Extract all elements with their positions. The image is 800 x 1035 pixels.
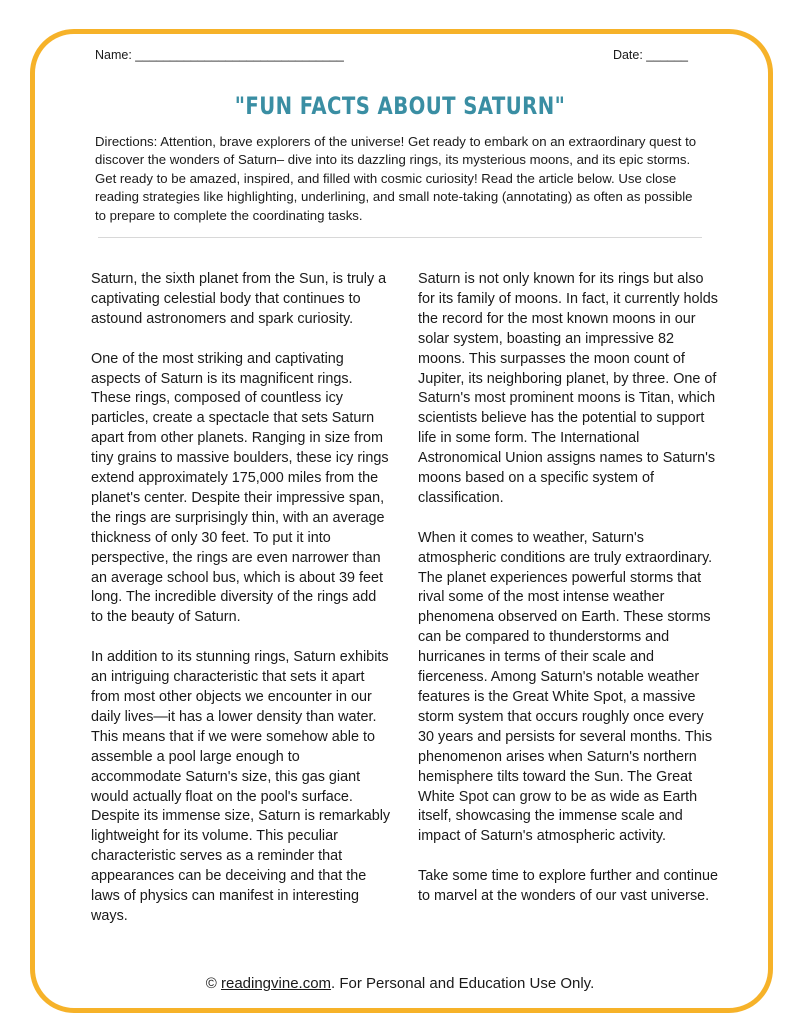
paragraph-moons: Saturn is not only known for its rings but also for its family of moons. In fact, it currently holds the record for the most known moons in our solar system, boasting an impressive 82 moons. This surpasses the moon count of Jupiter, its neighboring planet, by three. One of Saturn's most prominent moons is Titan, which scientists believe has the potential to support life in some form. The International Astronomical Union assigns names to Saturn's moons based on a specific system of classification. [418,271,718,506]
paragraph-density: In addition to its stunning rings, Saturn exhibits an intriguing characteristic that sets it apart from most other objects we encounter in our daily lives—it has a lower density than water. This means that if we were somehow able to assemble a pool large enough to accommodate Saturn's size, this gas giant would actually float on the pool's surface. Despite its immense size, Saturn is remarkably lightweight for its volume. This peculiar characteristic serves as a reminder that appearances can be deceiving and that the laws of physics can manifest in interesting ways. [91,649,391,924]
article-column-right [418,270,718,927]
paragraph-rings: One of the most striking and captivating aspects of Saturn is its magnificent rings. These rings, composed of countless icy particles, create a spectacle that sets Saturn apart from other planets. Ranging in size from tiny grains to massive boulders, these icy rings extend approximately 175,000 miles from the planet's center. Despite their impressive span, the rings are surprisingly thin, with an average thickness of only 30 feet. To put it into perspective, the rings are even narrower than an average school bus, which is about 39 feet long. The incredible diversity of the rings add to the beauty of Saturn. [91,350,389,626]
date-field[interactable]: Date: ______ [612,48,688,62]
paragraph-closing: Take some time to explore further and continue to marvel at the wonders of our vast universe. [418,868,718,905]
name-field[interactable]: Name: ______________________________ [95,48,344,62]
article-column-left [91,270,391,947]
directions-text: Directions: Attention, brave explorers of the universe! Get ready to embark on an extraordinary quest to discover the wonders of Saturn– dive into its dazzling rings, its mysterious moons, and its epic storms. Get ready to be amazed, inspired, and filled with cosmic curiosity! Read the article below. Use close reading strategies like highlighting, underlining, and small note-taking (annotating) as often as possible to prepare to complete the coordinating tasks. [95,134,697,223]
footer-notice: . For Personal and Education Use Only. [331,975,595,992]
paragraph-weather: When it comes to weather, Saturn's atmospheric conditions are truly extraordinary. The planet experiences powerful storms that rival some of the most intense weather phenomena observed on Earth. These storms can be compared to thunderstorms and hurricanes in terms of their scale and fierceness. Among Saturn's notable weather features is the Great White Spot, a massive storm system that occurs roughly once every 30 years and persists for several months. This phenomenon arises when Saturn's northern hemisphere tilts toward the Sun. The Great White Spot can grow to be as wide as Earth itself, showcasing the immense scale and impact of Saturn's atmospheric activity. [418,529,713,845]
worksheet-title: "FUN FACTS ABOUT SATURN" [234,92,566,120]
footer [0,975,800,992]
copyright-prefix: © [205,975,221,992]
header-row [95,48,688,62]
paragraph-intro: Saturn, the sixth planet from the Sun, is truly a captivating celestial body that continues to astound astronomers and spark curiosity. [91,271,387,327]
divider [98,237,702,238]
readingvine-link[interactable]: readingvine.com [220,975,332,992]
